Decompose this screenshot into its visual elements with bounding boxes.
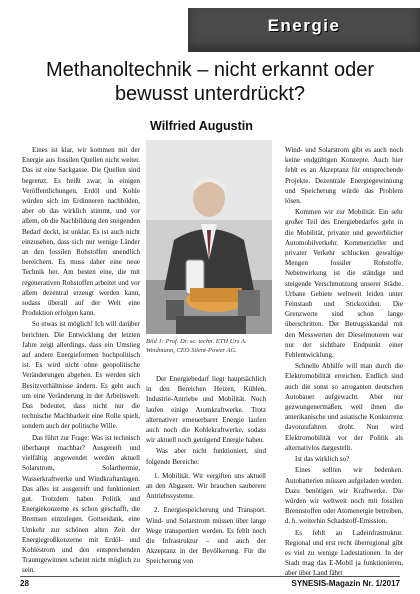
paragraph: Es fehlt an Ladeinfrastruktur. Regional und erst recht überregional gibt es viel zu wenige Ladestationen. In der Stadt mag das E-Mobil ja funktionieren, aber über Land fährt <box>285 528 403 578</box>
paragraph: Der Energiebedarf liegt hauptsächlich in den Bereichen Heizen, Kühlen, Industrie-Antriebe und Mobilität. Noch laufen einige Atomkraftwerke. Trotz alternativer erneuerbarer Energie laufen auch noch die Kohlekraftwerke, sodass wir aktuell noch genügend Energie haben. <box>146 375 266 445</box>
footer-divider <box>20 576 400 577</box>
text-column-middle <box>146 374 266 567</box>
section-banner <box>188 8 420 52</box>
paragraph: Eines sollten wir bedenken. Autobatterien müssen aufgeladen werden. Dazu benötigen wir Kraftwerke. Die würden wir weltweit noch mit fossilen Brennstoffen oder Atomenergie betreiben, d. h. weiterhin Schadstoff-Emission. <box>285 466 403 526</box>
article-author: Wilfried Augustin <box>150 119 253 133</box>
list-item: 1. Mobilität. Wir vergiften uns aktuell an den Abgasen. Wir brauchen sauberere Antriebssysteme. <box>146 471 266 501</box>
magazine-issue: SYNESIS-Magazin Nr. 1/2017 <box>291 579 400 588</box>
section-title: Energie <box>267 16 341 35</box>
text-column-right <box>285 145 403 579</box>
portrait-illustration <box>146 140 272 334</box>
paragraph: So etwas ist möglich! Ich will darüber berichten. Die Entwicklung der letzten Jahre zeigt allerdings, dass ein Umstieg auf andere Energieformen hochpolitisch ist. Es wird nicht ohne geopolitische Veränderungen abgehen. Es werden sich Besitzverhältnisse ändern. Es geht auch um eine Veränderung in der Arbeitswelt. Das bedeutet, dass nicht nur die technische Machbarkeit eine Rolle spielt, sondern auch der politische Wille. <box>22 320 140 431</box>
photo-caption: Bild 1: Prof. Dr. sc. techn. ETH Urs A. Weidmann, CEO Silent-Power AG. <box>146 338 247 354</box>
portrait-photo <box>146 140 272 334</box>
page-number: 28 <box>20 579 29 588</box>
paragraph: Eines ist klar, wir kommen mit der Energie aus fossilen Quellen nicht weiter. Das ist eine Sackgasse. Die Quellen sind begrenzt. Es heißt zwar, in einigen Veröffentlichungen, Erdöl und Kohle würden sich im Erdinneren nachbilden, aber ob das wirklich stimmt, und vor allem, ob die Nachbildung den steigenden Bedarf deckt, ist unklar. Es ist auch nicht einzusehen, dass sich nur wenige Länder an den fossilen Rohstoffen unendlich bereichern. Es muss daher eine neue Technik her. Am besten eine, die mit regenerativen Rohstoffen arbeitet und vor allem dezentral erzeugt werden kann, sodass überall auf der Welt eine Produktion erfolgen kann. <box>22 146 140 318</box>
text-column-left <box>22 145 140 576</box>
paragraph: Kommen wir zur Mobilität. Ein sehr großer Teil des Energiebedarfes geht in die Mobilität, privater und gewerblicher Automobilverkehr. Kommerzieller und privater Verkehr schlucken gewaltige Mengen fossiler Rohstoffe. Nebenwirkung ist die ständige und steigende Verschmutzung unserer Städte. Urbane Gebiete weltweit leiden unter Feinstaub und Stickoxiden. Die Grenzwerte sind schon lange überschritten. Der Betrugsskandal mit den Messwerten der Dieselmotoren war nur der sichtbare Endpunkt einer Fehlentwicklung. <box>285 208 403 360</box>
problem-list <box>146 471 266 567</box>
paragraph: Das führt zur Frage: Was ist technisch überhaupt machbar? Ausgereift und vielfältig angewendet werden aktuell Solarstrom, Solarthermie, Wasserkraftwerke und Windkraftanlagen. Das alles ist ausgereift und funktioniert gut. Trotzdem haben Politik und Energiekonzerne es schon geschafft, die Bremsen einzulegen. Gottseidank, eine Umkehr zur schönen alten Zeit der Energiegroßkonzerne mit Erdöl- und Kohlestrom und den entsprechenden Traumgewinnen scheint nicht möglich zu sein. <box>22 433 140 575</box>
paragraph: Schnelle Abhilfe will man durch die Elektromobilität erreichen. Endlich sind auch die sonst so arroganten deutschen Autobauer aufgewacht. Aber nur gezwungenermaßen, weil ihnen die amerikanische und asiatische Konkurrenz davonzufahren droht. Nun wird Elektromobilität vor der Politik als alternativlos dargestellt. <box>285 362 403 452</box>
paragraph: Was aber nicht funktioniert, sind folgende Bereiche: <box>146 447 266 466</box>
paragraph: Ist das wirklich so? <box>295 455 350 464</box>
paragraph: Wind- und Solarstrom gibt es auch noch keine endgültigen Konzepte. Auch hier fehlt es an Akzeptanz für entsprechende Projekte. Dezentrale Energiegewinnung und Speicherung würde das Problem lösen. <box>285 146 403 206</box>
article-headline: Methanoltechnik – nicht erkannt oder bewusst unterdrückt? <box>46 59 374 105</box>
list-item: 2. Energiespeicherung und Transport. Wind- und Solarstrom müssen über lange Wege transportiert werden. Es fehlt noch die Infrastruktur – und auch der Akzeptanz in der Bevölkerung. Für die Speicherung von <box>146 506 266 566</box>
